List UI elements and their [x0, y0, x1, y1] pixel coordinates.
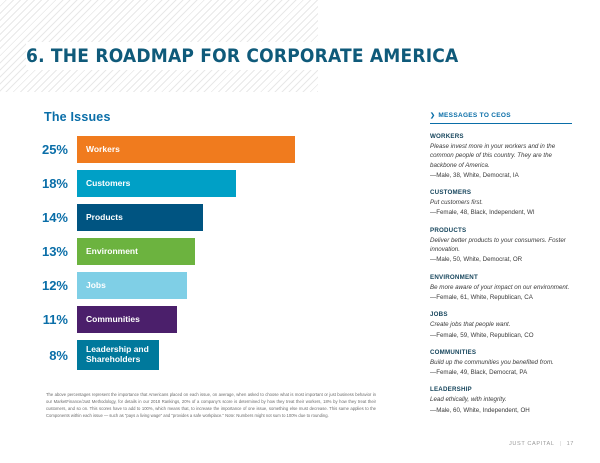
chevron-right-icon: ❯ — [430, 112, 436, 119]
message-title: COMMUNITIES — [430, 348, 477, 356]
bar-value-label: 8% — [49, 347, 68, 363]
message-attribution: —Female, 48, Black, Independent, WI — [430, 209, 535, 217]
chart-row — [26, 340, 386, 370]
message-title: CUSTOMERS — [430, 189, 472, 197]
message-block — [430, 133, 572, 180]
messages-panel-header — [430, 112, 572, 124]
footer-brand: JUST CAPITAL — [508, 441, 555, 447]
message-attribution: —Female, 49, Black, Democrat, PA — [430, 369, 528, 377]
message-quote: Lead ethically, with integrity. — [430, 396, 507, 404]
bar-value-label: 11% — [42, 312, 68, 327]
footer-separator: | — [559, 441, 562, 447]
message-attribution: —Female, 61, White, Republican, CA — [430, 293, 533, 301]
message-quote: Be more aware of your impact on our environment. — [430, 283, 570, 291]
message-quote: Build up the communities you benefited from. — [430, 358, 554, 366]
message-block — [430, 274, 572, 303]
bar-environment: Environment — [77, 238, 195, 265]
message-title: LEADERSHIP — [430, 386, 472, 394]
bar-value-label: 25% — [41, 142, 68, 157]
message-quote: Deliver better products to your consumers. Foster innovation. — [430, 236, 566, 254]
bar-workers: Workers — [77, 136, 295, 163]
bar-jobs: Jobs — [77, 272, 187, 299]
message-title: ENVIRONMENT — [430, 273, 478, 281]
message-block — [430, 311, 572, 340]
chart-row — [26, 306, 386, 333]
message-attribution: —Male, 60, White, Independent, OH — [430, 406, 530, 414]
message-block — [430, 349, 572, 378]
message-block — [430, 227, 572, 265]
chart-footnote: The above percentages represent the importance that Americans placed on each issue, on average, when asked to choose what is most important or just business behavior in our MarketFinance/Just Methodology, for details in our 2018 Rankings, 20% of a company's score is determined by how they treat their workers, 18% by how they treat their customers, and so on. This scores have to add to 100%, which means that, to increase the importance of one issue, something else must decrease. This same applies to the Components within each issue — such as "pays a living wage" and "provides a safe workplace." Note: Numbers might not sum to 100% due to rounding. — [46, 392, 376, 418]
bar-value-label: 14% — [41, 210, 68, 225]
messages-panel-title: MESSAGES TO CEOS — [438, 112, 511, 119]
page-footer — [509, 441, 574, 447]
message-title: WORKERS — [430, 133, 464, 140]
bar-leadership-and-shareholders: Leadership and Shareholders — [77, 340, 159, 370]
message-title: PRODUCTS — [430, 226, 467, 234]
message-quote: Please invest more in your workers and in the common people of this country. They are the backbone of America. — [430, 143, 556, 169]
bar-products: Products — [77, 204, 203, 231]
message-title: JOBS — [430, 311, 448, 319]
section-title-block — [26, 38, 464, 74]
message-block — [430, 189, 572, 218]
message-quote: Create jobs that people want. — [430, 321, 511, 329]
message-quote: Put customers first. — [430, 199, 483, 207]
bar-customers: Customers — [77, 170, 236, 197]
page-number: 17 — [566, 441, 574, 447]
chart-row — [26, 170, 386, 197]
chart-row — [26, 238, 386, 265]
chart-heading: The Issues — [44, 110, 111, 124]
message-block — [430, 386, 572, 415]
issues-bar-chart — [26, 136, 386, 377]
messages-to-ceos-panel — [430, 112, 572, 424]
chart-row — [26, 204, 386, 231]
page-title: 6. THE ROADMAP FOR CORPORATE AMERICA — [26, 42, 464, 70]
bar-value-label: 18% — [41, 176, 68, 191]
chart-row — [26, 272, 386, 299]
message-attribution: —Female, 59, White, Republican, CO — [430, 331, 534, 339]
bar-communities: Communities — [77, 306, 177, 333]
chart-row — [26, 136, 386, 163]
bar-value-label: 13% — [41, 244, 68, 259]
message-attribution: —Male, 50, White, Democrat, OR — [430, 256, 523, 264]
message-attribution: —Male, 38, White, Democrat, IA — [430, 171, 519, 179]
bar-value-label: 12% — [41, 278, 68, 293]
